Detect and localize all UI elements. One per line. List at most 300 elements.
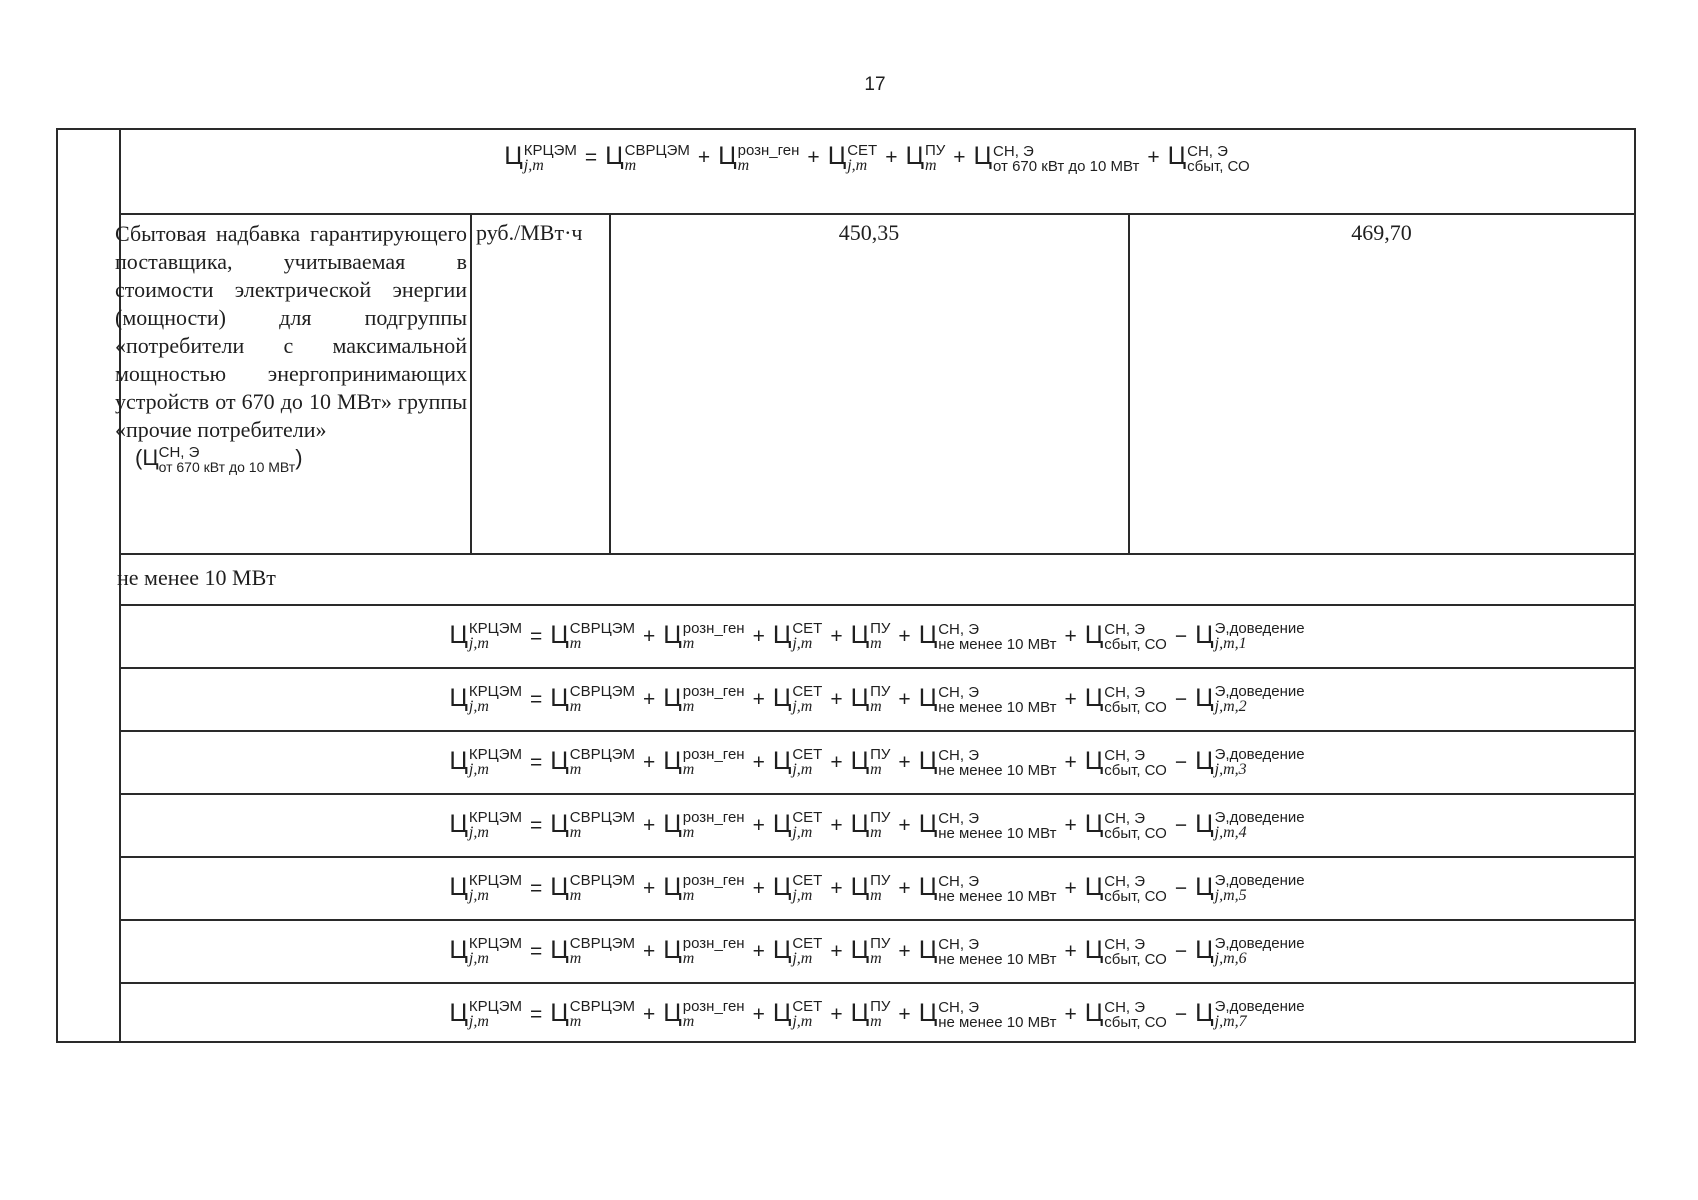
term-base: Ц (772, 935, 792, 964)
term-base: Ц (1084, 809, 1104, 838)
formula-term (919, 684, 1057, 715)
term-sub: не менее 10 МВт (938, 636, 1057, 654)
term-base: Ц (1195, 620, 1214, 649)
term-sub: m (870, 635, 882, 653)
term-sub: m (870, 950, 882, 968)
term-sub: не менее 10 МВт (938, 699, 1057, 717)
term-base: Ц (918, 935, 938, 964)
symbol-sup: СН, Э (158, 443, 200, 461)
term-base: Ц (663, 620, 682, 649)
formula-term (851, 621, 891, 653)
formula-op: = (530, 1002, 543, 1026)
formula-lhs (449, 747, 522, 779)
term-base: Ц (550, 809, 569, 838)
term-sub: m (682, 761, 695, 779)
formula-term (773, 999, 823, 1031)
term-sub: m (870, 887, 882, 905)
formula-op: + (1064, 750, 1077, 774)
term-base: Ц (663, 809, 682, 838)
term-sub: сбыт, СО (1187, 157, 1250, 175)
formula-op: + (898, 624, 911, 648)
formula-op: + (830, 876, 843, 900)
lhs-sub: j,m (468, 950, 489, 968)
formula-term (919, 621, 1057, 652)
formula-op: = (530, 687, 543, 711)
term-sub: сбыт, СО (1104, 699, 1167, 717)
term-base: Ц (1167, 142, 1187, 171)
term-base: Ц (1084, 683, 1104, 712)
formula-term (919, 747, 1057, 778)
term-base: Ц (918, 998, 938, 1027)
formula-term (550, 684, 635, 716)
term-sup: СВРЦЭМ (569, 872, 636, 890)
section-heading: не менее 10 МВт (117, 565, 276, 590)
term-sub: m (682, 887, 695, 905)
formula-term (663, 936, 744, 968)
formula-row (120, 731, 1634, 794)
formula-term (1085, 936, 1167, 967)
term-sub: m (569, 950, 582, 968)
term-sub: m (682, 1013, 695, 1031)
lhs-sup: КРЦЭМ (468, 872, 523, 890)
term-sup: СН, Э (1187, 142, 1228, 160)
term-base: Ц (772, 809, 792, 838)
formula-op: + (953, 146, 966, 169)
term-base: Ц (905, 142, 924, 171)
formula-op: = (530, 750, 543, 774)
term-base: Ц (850, 998, 870, 1027)
formula-op: + (643, 624, 656, 648)
lhs-sup: КРЦЭМ (468, 746, 523, 764)
formula-op: + (830, 1002, 843, 1026)
formula-term (1195, 810, 1304, 842)
term-sub: j,m (792, 887, 813, 905)
term-sup: ПУ (870, 809, 891, 827)
formula-op: + (643, 876, 656, 900)
formula-term (905, 142, 945, 174)
term-sub: j,m,1 (1214, 635, 1247, 653)
term-sub: сбыт, СО (1104, 951, 1167, 969)
term-sup: Э,доведение (1214, 809, 1305, 827)
formula-term (550, 810, 635, 842)
term-sub: j,m (792, 761, 813, 779)
term-sub: не менее 10 МВт (938, 825, 1057, 843)
term-sup: СЕТ (792, 809, 823, 827)
term-sup: СН, Э (938, 621, 979, 639)
symbol-sub: от 670 кВт до 10 МВт (158, 458, 296, 475)
term-sup: СЕТ (792, 620, 823, 638)
formula-row (120, 857, 1634, 920)
formula-lhs (449, 684, 522, 716)
formula-op: − (1174, 939, 1188, 963)
symbol-base: Ц (142, 445, 159, 470)
formula-op: + (643, 750, 656, 774)
term-sub: j,m,4 (1214, 824, 1247, 842)
formula-term (851, 810, 891, 842)
formula-op: + (807, 146, 820, 169)
lhs-base: Ц (449, 935, 468, 964)
page-number: 17 (864, 74, 886, 95)
term-base: Ц (1084, 998, 1104, 1027)
term-sub: j,m (792, 824, 813, 842)
term-sup: ПУ (870, 998, 891, 1016)
term-sup: розн_ген (737, 141, 800, 159)
term-base: Ц (550, 872, 569, 901)
term-sup: ПУ (870, 935, 891, 953)
formula-term (1085, 684, 1167, 715)
formula-term (1195, 873, 1304, 905)
formula-term (919, 873, 1057, 904)
term-sub: m (870, 761, 882, 779)
term-sub: сбыт, СО (1104, 762, 1167, 780)
markup-value-2: 469,70 (1351, 220, 1412, 245)
formula-op: + (1064, 687, 1077, 711)
formula-op: = (530, 939, 543, 963)
term-sub: j,m (792, 698, 813, 716)
term-sup: розн_ген (682, 809, 745, 827)
formula-term (663, 999, 744, 1031)
formula-row (120, 605, 1634, 668)
term-base: Ц (1195, 935, 1214, 964)
column-divider (1128, 213, 1130, 553)
formula-term (1085, 873, 1167, 904)
formula-term (919, 936, 1057, 967)
lhs-base: Ц (449, 620, 468, 649)
formula-term (550, 873, 635, 905)
term-sub: m (682, 824, 695, 842)
lhs-sup: КРЦЭМ (523, 141, 577, 159)
markup-value-1: 450,35 (838, 220, 900, 245)
formula-term (550, 621, 635, 653)
term-sup: СН, Э (938, 873, 979, 891)
formula-op: + (898, 687, 911, 711)
row-divider (119, 553, 1636, 555)
term-sub: j,m (792, 1013, 813, 1031)
lhs-base: Ц (449, 746, 468, 775)
formula-term (1195, 747, 1304, 779)
formula-term (550, 747, 635, 779)
markup-description (115, 220, 467, 474)
term-sup: СЕТ (792, 998, 823, 1016)
formula-term (974, 142, 1140, 173)
term-sup: Э,доведение (1214, 872, 1305, 890)
term-sub: j,m (847, 156, 868, 174)
term-base: Ц (918, 809, 938, 838)
term-sup: СВРЦЭМ (569, 620, 636, 638)
term-base: Ц (772, 683, 792, 712)
formula-term (851, 684, 891, 716)
term-base: Ц (663, 935, 682, 964)
row-divider (119, 213, 1636, 215)
tariff-table (56, 128, 1636, 1042)
formula-term (1168, 142, 1250, 173)
term-sub: j,m,7 (1214, 1013, 1247, 1031)
term-sub: m (569, 1013, 582, 1031)
formula-op: + (898, 876, 911, 900)
lhs-sub: j,m (468, 761, 489, 779)
term-base: Ц (1195, 746, 1214, 775)
term-sub: j,m,3 (1214, 761, 1247, 779)
formula-term (1085, 810, 1167, 841)
term-sub: сбыт, СО (1104, 636, 1167, 654)
term-base: Ц (1084, 746, 1104, 775)
formula-op: − (1174, 876, 1188, 900)
term-sup: СЕТ (792, 683, 823, 701)
term-sub: m (924, 156, 937, 174)
term-base: Ц (772, 620, 792, 649)
formula-term (919, 999, 1057, 1030)
formula-term (550, 936, 635, 968)
term-sub: m (624, 156, 637, 174)
formula-op: + (752, 624, 765, 648)
term-sup: Э,доведение (1214, 683, 1305, 701)
term-sub: сбыт, СО (1104, 825, 1167, 843)
formula-op: + (830, 624, 843, 648)
term-base: Ц (918, 683, 938, 712)
formula-op: + (643, 813, 656, 837)
term-sup: СН, Э (1104, 684, 1146, 702)
formula-op: − (1174, 687, 1188, 711)
term-base: Ц (550, 998, 569, 1027)
formula-term (1085, 999, 1167, 1030)
term-base: Ц (1084, 620, 1104, 649)
lhs-sub: j,m (468, 887, 489, 905)
formula-term (773, 873, 823, 905)
term-base: Ц (850, 935, 870, 964)
term-base: Ц (850, 809, 870, 838)
formula-lhs (449, 999, 522, 1031)
formula-op: + (643, 1002, 656, 1026)
lhs-base: Ц (504, 142, 523, 171)
formula-op: + (643, 687, 656, 711)
term-sup: СН, Э (1104, 999, 1146, 1017)
formula-term (663, 621, 744, 653)
formula-term (773, 810, 823, 842)
term-sup: розн_ген (682, 620, 745, 638)
term-sup: СВРЦЭМ (569, 935, 636, 953)
term-base: Ц (605, 142, 624, 171)
lhs-sub: j,m (468, 698, 489, 716)
term-sup: СВРЦЭМ (569, 998, 636, 1016)
formula-op: + (1064, 624, 1077, 648)
term-base: Ц (663, 746, 682, 775)
term-base: Ц (850, 683, 870, 712)
term-sup: Э,доведение (1214, 998, 1305, 1016)
formula-term (851, 747, 891, 779)
term-sup: Э,доведение (1214, 746, 1305, 764)
term-sub: j,m (792, 635, 813, 653)
term-sup: СН, Э (993, 142, 1034, 160)
term-sup: ПУ (870, 872, 891, 890)
lhs-base: Ц (449, 872, 468, 901)
term-base: Ц (827, 142, 847, 171)
formula-term (773, 936, 823, 968)
term-sub: m (870, 698, 882, 716)
formula-op: + (752, 939, 765, 963)
term-sup: СН, Э (1104, 810, 1146, 828)
formula-term (919, 810, 1057, 841)
term-sub: m (682, 635, 695, 653)
lhs-sub: j,m (468, 635, 489, 653)
term-sub: m (870, 1013, 882, 1031)
formula-term (550, 999, 635, 1031)
formula-op: + (830, 687, 843, 711)
formula-op: + (898, 813, 911, 837)
lhs-sup: КРЦЭМ (468, 998, 523, 1016)
term-base: Ц (772, 872, 792, 901)
formula-op: + (752, 813, 765, 837)
term-sub: не менее 10 МВт (938, 762, 1057, 780)
term-sup: розн_ген (682, 746, 745, 764)
formula-row (120, 794, 1634, 857)
table-border-right (1634, 128, 1636, 1042)
formula-lhs (449, 621, 522, 653)
formula-term (1195, 936, 1304, 968)
lhs-sup: КРЦЭМ (468, 620, 523, 638)
formula-term (773, 684, 823, 716)
lhs-base: Ц (449, 683, 468, 712)
formula-term (851, 873, 891, 905)
formula-term (1085, 747, 1167, 778)
term-sub: m (569, 887, 582, 905)
formula-term (663, 810, 744, 842)
term-sup: СЕТ (792, 872, 823, 890)
lhs-sup: КРЦЭМ (468, 683, 523, 701)
term-sub: от 670 кВт до 10 МВт (993, 157, 1140, 175)
lhs-base: Ц (449, 998, 468, 1027)
term-base: Ц (718, 142, 737, 171)
term-base: Ц (550, 620, 569, 649)
formula-term (851, 999, 891, 1031)
formula-lhs (449, 810, 522, 842)
formula-term (718, 142, 799, 174)
term-base: Ц (663, 683, 682, 712)
term-base: Ц (918, 746, 938, 775)
formula-op: − (1174, 624, 1188, 648)
formula-term (1195, 621, 1304, 653)
term-base: Ц (550, 935, 569, 964)
formula-op: + (1064, 939, 1077, 963)
formula-lhs (504, 142, 577, 174)
formula-op: + (752, 687, 765, 711)
term-sup: розн_ген (682, 872, 745, 890)
term-base: Ц (663, 872, 682, 901)
term-base: Ц (1195, 683, 1214, 712)
term-sup: СН, Э (1104, 747, 1146, 765)
term-sup: СН, Э (938, 810, 979, 828)
formula-lhs (449, 873, 522, 905)
formula-op: + (752, 750, 765, 774)
term-sup: ПУ (924, 141, 946, 159)
column-divider (470, 213, 472, 553)
term-base: Ц (1084, 935, 1104, 964)
term-sup: СН, Э (938, 936, 979, 954)
formula-op: + (1147, 146, 1160, 169)
column-divider (609, 213, 611, 553)
term-sup: СЕТ (792, 935, 823, 953)
formula-op: − (1174, 750, 1188, 774)
term-sup: розн_ген (682, 935, 745, 953)
lhs-base: Ц (449, 809, 468, 838)
formula-term (605, 142, 690, 174)
term-sup: ПУ (870, 620, 891, 638)
term-sup: СН, Э (938, 684, 979, 702)
symbol-open: ( (135, 445, 143, 470)
formula-op: + (830, 750, 843, 774)
markup-description-text: Сбытовая надбавка гарантирующего поставщика, учитываемая в стоимости электрической энергии (мощности) для подгруппы «потребители с максимальной мощностью энергопринимающих устройств от 670 до 10 МВт» группы «прочие потребители» (115, 221, 467, 442)
term-sub: не менее 10 МВт (938, 888, 1057, 906)
formula-term (1195, 999, 1304, 1031)
term-base: Ц (772, 998, 792, 1027)
term-base: Ц (850, 872, 870, 901)
formula-row (120, 668, 1634, 731)
formula-term (663, 873, 744, 905)
formula-term (1085, 621, 1167, 652)
term-sub: не менее 10 МВт (938, 951, 1057, 969)
term-sup: СН, Э (1104, 621, 1146, 639)
term-sup: розн_ген (682, 683, 745, 701)
term-sub: m (569, 824, 582, 842)
formula-term (773, 747, 823, 779)
term-base: Ц (1195, 998, 1214, 1027)
lhs-sub: j,m (468, 1013, 489, 1031)
formula-op: = (584, 146, 598, 169)
term-base: Ц (1195, 809, 1214, 838)
formula-op: + (830, 939, 843, 963)
term-sup: СН, Э (938, 999, 979, 1017)
term-sub: m (569, 698, 582, 716)
formula-op: = (530, 624, 543, 648)
markup-unit: руб./МВт·ч (476, 220, 583, 245)
term-base: Ц (918, 620, 938, 649)
formula-op: + (885, 146, 898, 169)
formula-term (1195, 684, 1304, 716)
term-base: Ц (550, 746, 569, 775)
term-base: Ц (772, 746, 792, 775)
formula-op: = (530, 813, 543, 837)
term-sup: СН, Э (1104, 936, 1146, 954)
formula-op: + (830, 813, 843, 837)
formula-term (773, 621, 823, 653)
term-sup: СН, Э (938, 747, 979, 765)
formula-op: = (530, 876, 543, 900)
term-sup: СЕТ (792, 746, 823, 764)
formula-op: − (1174, 813, 1188, 837)
term-sup: розн_ген (682, 998, 745, 1016)
formula-op: + (752, 1002, 765, 1026)
term-sup: Э,доведение (1214, 620, 1305, 638)
lhs-sub: j,m (523, 156, 544, 174)
term-sub: m (569, 635, 582, 653)
term-base: Ц (850, 620, 870, 649)
term-base: Ц (973, 142, 993, 171)
formula-op: + (898, 939, 911, 963)
formula-term (851, 936, 891, 968)
term-sub: не менее 10 МВт (938, 1014, 1057, 1032)
formula-op: + (697, 146, 711, 169)
formula-term (828, 142, 878, 174)
formula-lhs (449, 936, 522, 968)
term-base: Ц (550, 683, 569, 712)
term-base: Ц (1084, 872, 1104, 901)
formula-op: + (643, 939, 656, 963)
term-sub: m (682, 698, 695, 716)
markup-symbol (135, 444, 303, 474)
term-sup: ПУ (870, 683, 891, 701)
symbol-close: ) (295, 445, 303, 470)
formula-term (663, 684, 744, 716)
term-sup: СВРЦЭМ (569, 809, 636, 827)
